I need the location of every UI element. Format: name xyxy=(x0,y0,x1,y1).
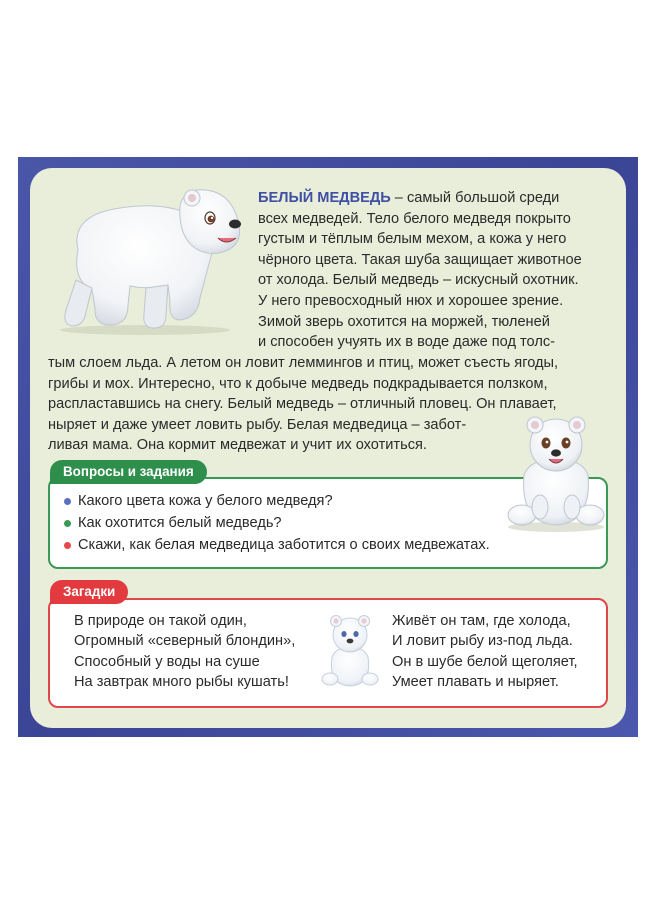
story-line: грибы и мох. Интересно, что к добыче медведь подкрадывается ползком, xyxy=(48,375,548,392)
bullet-dot xyxy=(64,498,71,505)
riddle-line: Огромный «северный блондин», xyxy=(74,633,296,650)
question-text: Как охотится белый медведь? xyxy=(78,515,282,531)
riddle-left xyxy=(74,611,295,693)
questions-list xyxy=(64,490,490,556)
riddle-line: И ловит рыбу из-под льда. xyxy=(392,633,573,650)
question-item xyxy=(64,512,490,534)
riddle-line: Он в шубе белой щеголяет, xyxy=(392,653,578,670)
small-polar-bear-cub-illustration xyxy=(318,613,382,689)
question-item xyxy=(64,534,490,556)
story-line: ныряет и даже умеет ловить рыбу. Белая медведица – забот- xyxy=(48,416,467,433)
story-line: от холода. Белый медведь – искусный охотник. xyxy=(258,272,579,289)
story-intro xyxy=(258,188,610,353)
riddles-label: Загадки xyxy=(50,580,128,604)
riddle-line: Способный у воды на суше xyxy=(74,653,260,670)
riddle-line: В природе он такой один, xyxy=(74,613,247,629)
story-line: тым слоем льда. А летом он ловит леммингов и птиц, может съесть ягоды, xyxy=(48,355,559,371)
riddle-line: Умеет плавать и ныряет. xyxy=(392,674,559,691)
question-text: Какого цвета кожа у белого медведя? xyxy=(78,493,333,509)
story-line: чёрного цвета. Такая шуба защищает животное xyxy=(258,251,582,268)
polar-bear-cub-sitting-illustration xyxy=(500,415,612,533)
questions-label: Вопросы и задания xyxy=(50,460,207,484)
story-line: густым и тёплым белым мехом, а кожа у него xyxy=(258,231,567,248)
polar-bear-walking-illustration xyxy=(50,180,250,335)
story-line: Зимой зверь охотится на моржей, тюленей xyxy=(258,313,550,330)
riddle-right xyxy=(392,611,578,693)
riddle-line: Живёт он там, где холода, xyxy=(392,613,571,629)
question-text: Скажи, как белая медведица заботится о своих медвежатах. xyxy=(78,537,490,553)
story-line: – самый большой среди xyxy=(390,190,560,206)
story-line: У него превосходный нюх и хорошее зрение. xyxy=(258,292,564,309)
story-line: и способен учуять их в воде даже под толс- xyxy=(258,334,556,351)
story-line: распластавшись на снегу. Белый медведь – отличный пловец. Он плавает, xyxy=(48,396,557,413)
question-item xyxy=(64,490,490,512)
story-line: всех медведей. Тело белого медведя покрыто xyxy=(258,210,571,227)
bullet-dot xyxy=(64,520,71,527)
riddle-line: На завтрак много рыбы кушать! xyxy=(74,674,289,691)
bullet-dot xyxy=(64,542,71,549)
story-line: ливая мама. Она кормит медвежат и учит их охотиться. xyxy=(48,437,427,454)
story-title: БЕЛЫЙ МЕДВЕДЬ xyxy=(258,190,391,206)
